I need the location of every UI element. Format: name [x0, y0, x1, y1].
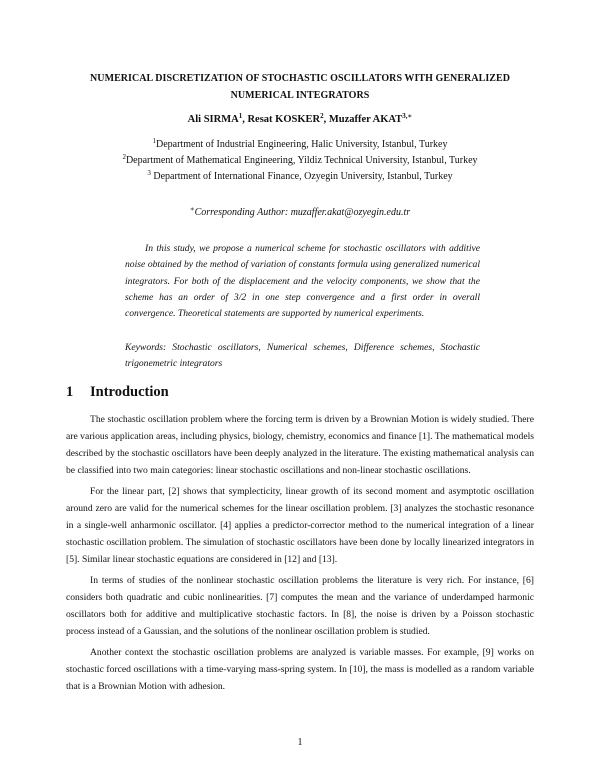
author-affil-mark: 2: [320, 112, 324, 120]
author-name: Resat KOSKER: [247, 114, 321, 125]
affiliation-line: $^1$Department of Industrial Engineering, Halic University, Istanbul, Turkey: [152, 137, 448, 150]
author-name: Muzaffer AKAT: [328, 114, 403, 125]
paragraph: The stochastic oscillation problem where the forcing term is driven by a Brownian Motion is widely studied. There are various application areas, including physics, biology, chemistry, economics and finance [1]. The mathematical models described by the stochastic oscillators have been deeply analyzed in the literature. The existing mathematical analysis can be classified into two main categories: linear stochastic oscillations and non-linear stochastic oscillations.: [66, 414, 534, 476]
author-affil-mark: 1: [238, 112, 243, 120]
page-number: 1: [297, 737, 303, 748]
paper-title: NUMERICAL DISCRETIZATION OF STOCHASTIC OSCILLATORS WITH GENERALIZED NUMERICAL INTEGRATORS: [90, 73, 510, 101]
affiliation-line: $^3$ Department of International Finance, Ozyegin University, Istanbul, Turkey: [147, 169, 453, 182]
affiliation-line: $^2$Department of Mathematical Engineering, Yildiz Technical University, Istanbul, Turkey: [122, 153, 478, 166]
section-number: 1: [66, 384, 74, 400]
affiliation-list: [60, 137, 540, 185]
section-heading: [66, 384, 169, 401]
author-affil-mark: 3,∗: [402, 112, 413, 120]
corresponding-author: ∗Corresponding Author: muzaffer.akat@ozyegin.edu.tr: [189, 205, 411, 218]
keywords: Keywords: Stochastic oscillators, Numerical schemes, Difference schemes, Stochastic trigonemetric integrators: [125, 342, 480, 370]
author-list: Ali SIRMA$^1$, Resat KOSKER$^2$, Muzaffer $AKAT^{3,∗}$: [187, 112, 413, 125]
paragraph: Another context the stochastic oscillation problems are analyzed is variable masses. For example, [9] works on stochastic forced oscillations with a time-varying mass-spring system. In [10], the mass is modelled as a random variable that is a Brownian Motion with adhesion.: [66, 647, 534, 693]
abstract: In this study, we propose a numerical scheme for stochastic oscillators with additive noise obtained by the method of variation of constants formula using generalized numerical integrators. For both of the displacement and the velocity components, we show that the scheme has an order of 3/2 in one step convergence and a first order in overall convergence. Theoretical statements are supported by numerical experiments.: [125, 243, 480, 320]
paragraph: For the linear part, [2] shows that symplecticity, linear growth of its second moment and asymptotic oscillation around zero are valid for the numerical schemes for the linear oscillation problem. [3] analyzes the stochastic resonance in a single-well anharmonic oscillator. [4] applies a predictor-corrector method to the numerical integration of a linear stochastic oscillation problem. The simulation of stochastic oscillators have been done by locally linearized integrators in [5]. Similar linear stochastic equations are considered in [12] and [13].: [66, 486, 534, 565]
body-text: [66, 412, 534, 701]
paragraph: In terms of studies of the nonlinear stochastic oscillation problems the literature is very rich. For instance, [6] considers both quadratic and cubic nonlinearities. [7] computes the mean and the variance of underdamped harmonic oscillators both for additive and multiplicative stochastic factors. In [8], the noise is driven by a Poisson stochastic process instead of a Gaussian, and the solutions of the nonlinear oscillation problem is studied.: [66, 575, 534, 637]
section-title: Introduction: [90, 384, 169, 400]
author-name: Ali SIRMA: [187, 114, 239, 125]
